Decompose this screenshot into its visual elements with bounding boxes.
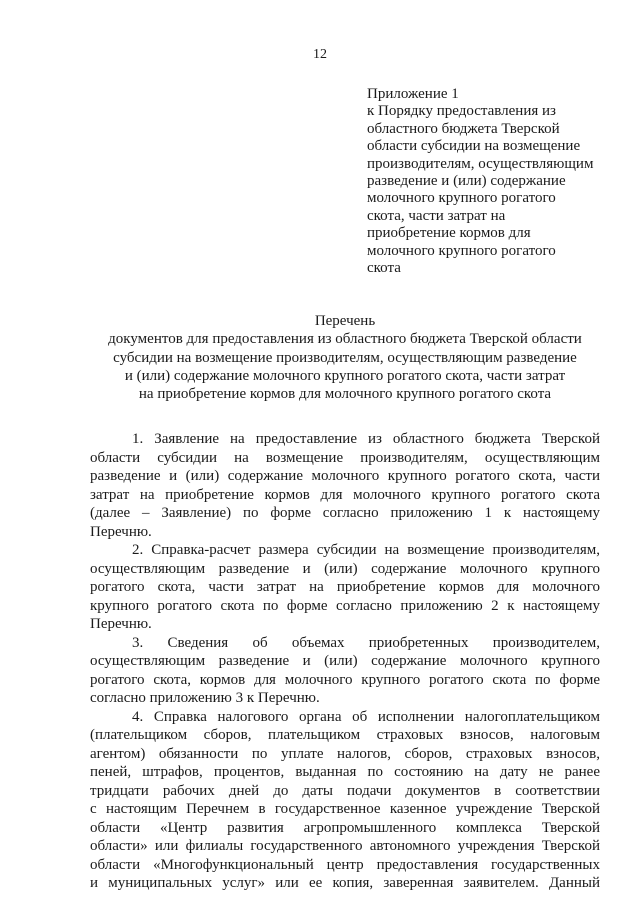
text-line: области» или филиалы государственного автономного учреждения Тверской [90, 838, 600, 854]
text-line: рогатого скота, части затрат на приобретение кормов для молочного [90, 579, 600, 595]
text-line: осуществляющим разведение и (или) содержание молочного крупного [90, 560, 600, 577]
text-line: разведение и (или) содержание молочного крупного рогатого скота, части [90, 468, 600, 484]
appendix-line: скота, части затрат на [367, 207, 506, 224]
paragraph-4 [90, 708, 600, 893]
page-number: 12 [313, 47, 327, 62]
text-line: 2. Справка-расчет размера субсидии на возмещение производителям, [132, 542, 600, 558]
appendix-line: Приложение 1 [367, 86, 459, 102]
text-line: пеней, штрафов, процентов, выданная по состоянию на дату не ранее [90, 764, 600, 780]
paragraph-3 [90, 634, 600, 708]
appendix-line: области субсидии на возмещение [367, 138, 581, 155]
text-line: согласно приложению 3 к Перечню. [90, 690, 320, 706]
paragraph-1 [90, 430, 600, 541]
text-line: с настоящим Перечнем в государственное казенное учреждение Тверской [90, 801, 600, 817]
text-line: области субсидии на возмещение производителям, осуществляющим [90, 449, 600, 466]
appendix-line: областного бюджета Тверской [367, 120, 560, 137]
document-title-block [90, 312, 600, 403]
text-line: рогатого скота, кормов для молочного крупного рогатого скота по форме [90, 671, 600, 688]
appendix-line: молочного крупного рогатого [367, 190, 556, 207]
text-line: агентом) обязанности по уплате налогов, сборов, страховых взносов, [90, 745, 600, 762]
appendix-line: разведение и (или) содержание [367, 173, 566, 190]
text-line: 4. Справка налогового органа об исполнении налогоплательщиком [132, 708, 600, 725]
appendix-line: к Порядку предоставления из [367, 103, 556, 120]
document-subtitle-line: и (или) содержание молочного крупного рогатого скота, части затрат [124, 367, 566, 384]
text-line: 1. Заявление на предоставление из областного бюджета Тверской [132, 431, 600, 447]
text-line: 3. Сведения об объемах приобретенных производителем, [132, 634, 600, 651]
text-line: (далее – Заявление) по форме согласно приложению 1 к настоящему [90, 505, 600, 521]
text-line: (плательщиком сборов, плательщиком страховых взносов, налоговым [90, 727, 600, 743]
appendix-line: приобретение кормов для [367, 225, 531, 242]
document-subtitle-line: субсидии на возмещение производителям, осуществляющим разведение [113, 349, 577, 366]
text-line: затрат на приобретение кормов для молочного крупного рогатого скота [90, 486, 600, 503]
text-line: и муниципальных услуг» или ее копия, заверенная заявителем. Данный [90, 875, 600, 891]
document-subtitle-line: документов для предоставления из областного бюджета Тверской области [108, 331, 582, 348]
text-line: Перечню. [90, 523, 152, 540]
text-line: области «Многофункциональный центр предоставления государственных [90, 856, 600, 873]
text-line: тридцати рабочих дней до даты подачи документов в соответствии [90, 782, 600, 799]
appendix-line: производителям, осуществляющим [367, 155, 594, 172]
text-line: осуществляющим разведение и (или) содержание молочного крупного [90, 653, 600, 669]
text-line: Перечню. [90, 616, 152, 632]
document-title: Перечень [314, 313, 376, 329]
document-subtitle-line: на приобретение кормов для молочного крупного рогатого скота [138, 386, 552, 403]
appendix-reference [367, 86, 627, 277]
appendix-line: скота [367, 260, 401, 277]
appendix-line: молочного крупного рогатого [367, 242, 556, 259]
paragraph-2 [90, 541, 600, 634]
text-line: области «Центр развития агропромышленного комплекса Тверской [90, 819, 600, 836]
document-body [90, 430, 600, 893]
text-line: крупного рогатого скота по форме согласно приложению 2 к настоящему [90, 597, 600, 614]
